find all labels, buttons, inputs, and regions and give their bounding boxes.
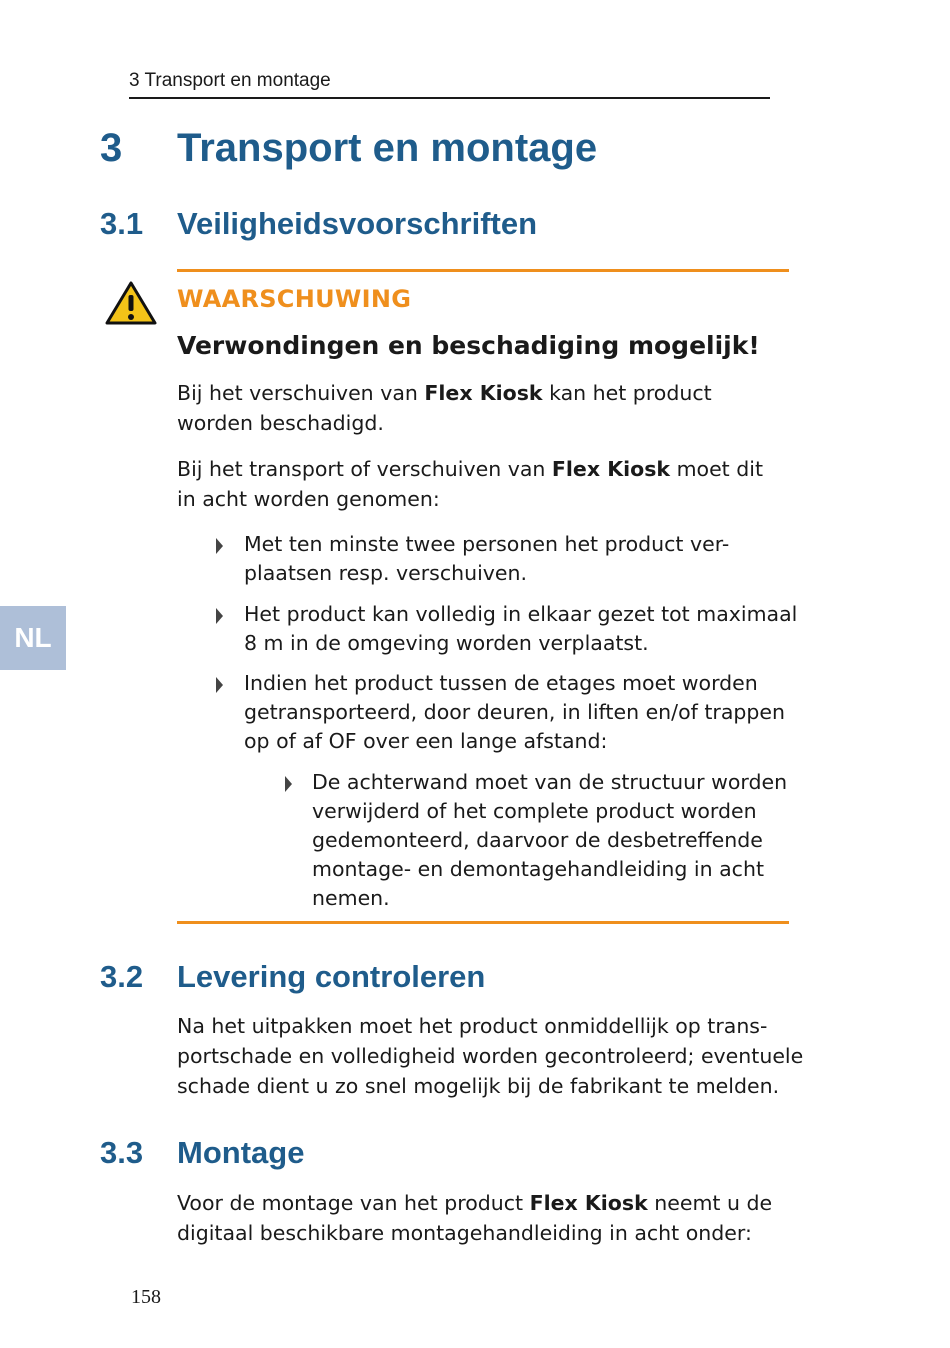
- warning-triangle-icon: [104, 280, 158, 326]
- running-header: 3 Transport en montage: [129, 70, 770, 99]
- warning-label: WAARSCHUWING: [177, 285, 412, 313]
- section-number: 3.1: [100, 206, 144, 241]
- text-run: kan het product worden beschadigd.: [177, 381, 712, 435]
- list-item-line: gedemonteerd, daarvoor de desbetreffende: [312, 828, 763, 852]
- text-run: moet dit in acht worden genomen:: [177, 457, 763, 511]
- chapter-title: Transport en montage: [177, 126, 598, 170]
- list-item-line: getransporteerd, door deuren, in liften en/of trappen: [244, 700, 786, 724]
- list-item-line: verwijderd of het complete product worden: [312, 799, 757, 823]
- bullet-arrow-icon: [216, 677, 223, 693]
- body-line: portschade en volledigheid worden gecontroleerd; eventuele: [177, 1044, 804, 1068]
- bullet-arrow-icon: [285, 776, 292, 792]
- page-number: 158: [131, 1286, 161, 1308]
- product-name: Flex Kiosk: [551, 457, 671, 481]
- product-name: Flex Kiosk: [529, 1191, 648, 1215]
- warning-paragraph-1: [177, 378, 787, 438]
- list-item: [244, 600, 797, 658]
- section-title: Montage: [177, 1135, 305, 1170]
- list-item-line: op of af OF over een lange afstand:: [244, 729, 608, 753]
- list-item-line: Indien het product tussen de etages moet worden: [244, 671, 758, 695]
- section-title: Veiligheidsvoorschriften: [177, 206, 538, 241]
- warning-paragraph-2: [177, 454, 787, 514]
- section-number: 3.3: [100, 1135, 144, 1170]
- body-line: schade dient u zo snel mogelijk bij de fabrikant te melden.: [177, 1074, 780, 1098]
- bullet-arrow-icon: [216, 538, 223, 554]
- sub-list-item: [312, 768, 787, 913]
- chapter-heading: [100, 126, 597, 171]
- list-item-line: De achterwand moet van de structuur worden: [312, 770, 788, 794]
- text-run: Bij het transport of verschuiven van: [177, 457, 552, 481]
- warning-bottom-rule: [177, 921, 789, 924]
- section-number: 3.2: [100, 959, 144, 994]
- text-run: Voor de montage van het product: [177, 1191, 530, 1215]
- list-item-line: Het product kan volledig in elkaar gezet tot maximaal: [244, 602, 798, 626]
- list-item-line: montage- en demontagehandleiding in acht: [312, 857, 764, 881]
- list-item: [244, 530, 729, 588]
- chapter-number: 3: [100, 126, 123, 170]
- list-item-line: 8 m in de omgeving worden verplaatst.: [244, 631, 649, 655]
- product-name: Flex Kiosk: [424, 381, 543, 405]
- section-3-2-body: [177, 1011, 817, 1101]
- section-heading-3-3: [100, 1135, 304, 1171]
- section-heading-3-2: [100, 959, 485, 995]
- warning-subtitle: Verwondingen en beschadiging mogelijk!: [177, 331, 760, 360]
- list-item-line: plaatsen resp. verschuiven.: [244, 561, 528, 585]
- section-3-3-body: [177, 1188, 777, 1248]
- list-item-line: Met ten minste twee personen het product ver-: [244, 532, 730, 556]
- body-line: Na het uitpakken moet het product onmiddellijk op trans-: [177, 1014, 768, 1038]
- language-tab: NL: [0, 606, 66, 670]
- list-item: [244, 669, 785, 756]
- section-heading-3-1: [100, 206, 537, 242]
- text-run: neemt u de digitaal beschikbare montagehandleiding in acht onder:: [177, 1191, 773, 1245]
- warning-top-rule: [177, 269, 789, 272]
- section-title: Levering controleren: [177, 959, 486, 994]
- text-run: Bij het verschuiven van: [177, 381, 425, 405]
- bullet-arrow-icon: [216, 608, 223, 624]
- list-item-line: nemen.: [312, 886, 390, 910]
